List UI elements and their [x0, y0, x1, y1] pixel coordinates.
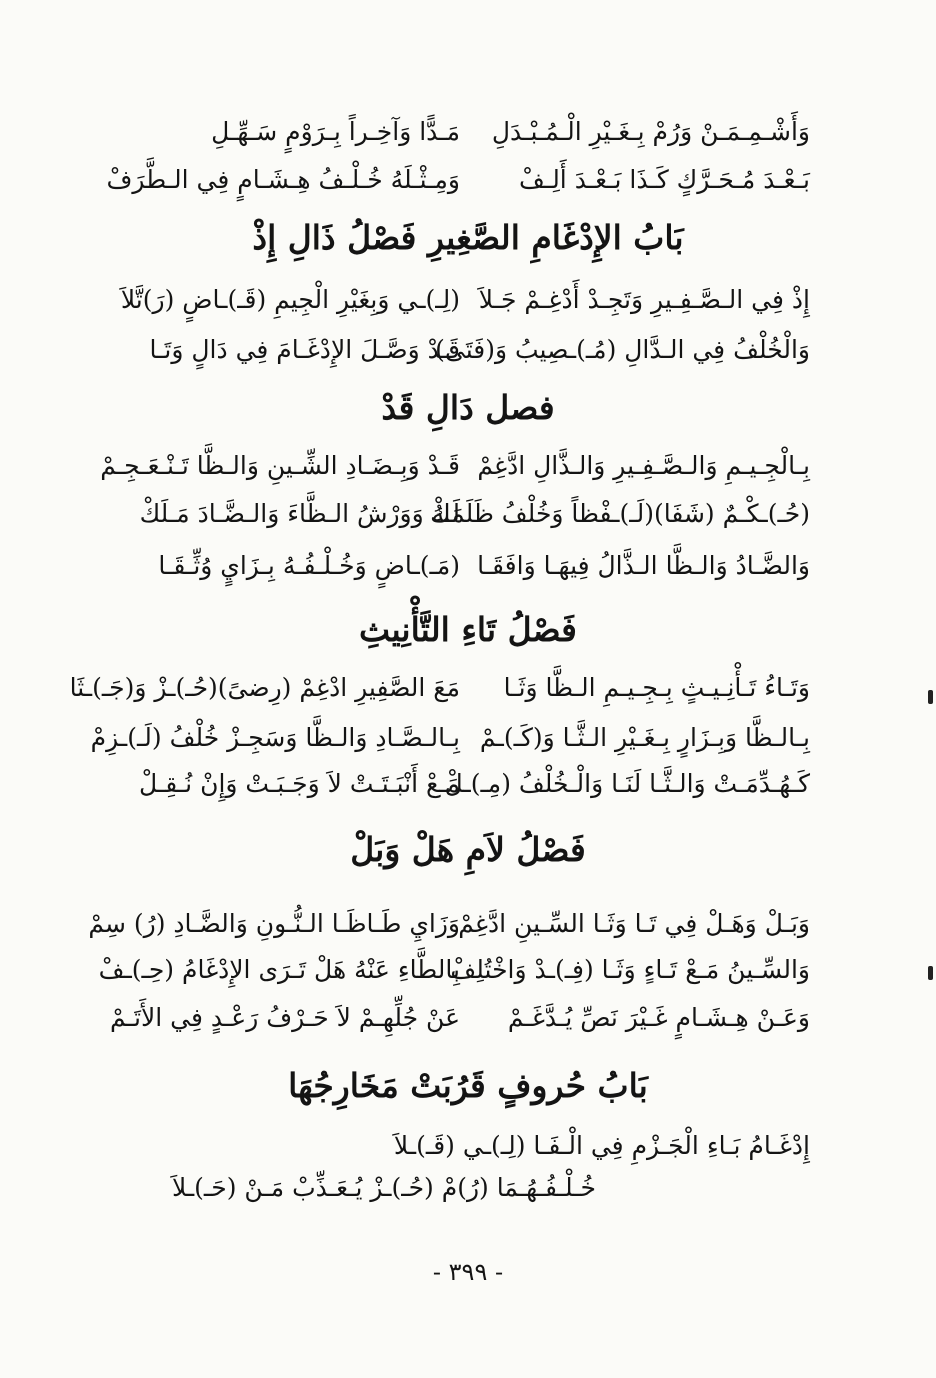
verse-right: وَالْخُلْفُ فِي الـدَّالِ (مُـ)ـصِيبُ وَ(فَتَى): [435, 335, 810, 364]
verse-left: (مَـ)ـاضٍ وَخُـلْـفُـهُ بِـزَايٍ وُثِّـقَـا: [158, 551, 460, 580]
verse-right: (حُـ)ـكْـمٌ (شَفَا)(لَـ)ـفْظاً وَخُلْفُ ظَلَمَكْ: [430, 499, 810, 528]
page-number: - ٣٩٩ -: [432, 1258, 504, 1286]
verse-left: (لِـ)ـي وَبِغَيْرِ الْجِيمِ (قَـ)ـاضٍ (رَ)تَّلاَ: [120, 285, 460, 314]
verse-left: مَـدًّا وَآخِـراً بِـرَوْمٍ سَـهِّـلِ: [211, 117, 460, 146]
verse-left: قَـدْ وَبِـضَـادِ الشِّـينِ وَالـظَّا تَـنْـعَـجِـمْ: [100, 451, 460, 480]
verse-right: وَأَشْـمِـمَـنْ وَرُمْ بِـغَـيْرِ الْـمُـبْـدَلِ: [491, 117, 810, 146]
verse-line: خُـلْـفُـهُـمَا (رُ)مْ (حُـ)ـزْ يُـعَـذِّبْ مَـنْ (حَـ)ـلاَ: [171, 1173, 596, 1202]
verse-line: إِدْغَـامُ بَـاءِ الْجَـزْمِ فِي الْـفَـا (لِـ)ـي (قَـ)ـلاَ: [393, 1131, 810, 1160]
verse-left: وَمِـثْـلَهُ خُـلْـفُ هِـشَـامٍ فِي الـطَّرَفْ: [106, 165, 460, 194]
verse-right: كَـهُـدِّمَـتْ وَالـثَّـا لَنَـا وَالْـخُلْفُ (مِـ)ـلْ: [444, 769, 810, 798]
section-title: فَصْلُ تَاءِ التَّأْنِيثِ: [359, 610, 577, 649]
verse-right: وَبَـلْ وَهَـلْ فِي تَـا وَثَـا السِّـينِ ادَّغِمْ: [458, 909, 810, 938]
verse-left: وَزَايِ طَـاظَـا الـنُّـونِ وَالضَّـادِ (رُ) سِمْ: [88, 909, 460, 938]
verse-right: بِـالـظَّا وَبِـزَارٍ بِـغَـيْرِ الـثَّـا وَ(كَـ)ـمْ: [479, 723, 810, 752]
verse-left: قَـدْ وَصَّـلَ الإِدْغَـامَ فِي دَالٍ وَتَـا: [149, 335, 460, 364]
verse-left: مَـعْ أَنْبَـتَـتْ لاَ وَجَـبَـتْ وَإِنْ نُـقِـلْ: [138, 769, 460, 798]
section-title: بَابُ حُروفٍ قَرُبَتْ مَخَارِجُهَا: [288, 1066, 648, 1105]
verse-left: عَنْ جُلِّهِـمْ لاَ حَـرْفُ رَعْـدٍ فِي الأَتَـمْ: [110, 1003, 460, 1032]
verse-right: وَالضَّـادُ وَالـظَّا الـذَّالُ فِيهَـا وَافَقَـا: [477, 551, 810, 580]
scan-mark: [928, 966, 933, 980]
section-title: فَصْلُ لاَمِ هَلْ وَبَلْ: [350, 830, 586, 869]
verse-left: مَعَ الصَّفِيرِ ادْغِمْ (رِضىً)(حُـ)ـزْ وَ(جَـ)ـثَا: [69, 673, 460, 702]
verse-left: لَـهُ وَوَرْشُ الـظَّاءَ وَالـضَّـادَ مَـلَكْ: [139, 499, 460, 528]
verse-right: وَالسِّـينُ مَـعْ تَـاءٍ وَثَـا (فِـ)ـدْ وَاخْتُلِفْ: [450, 955, 810, 984]
section-title: فصل دَالِ قَدْ: [381, 388, 555, 427]
verse-right: إِذْ فِي الـصَّـفِـيرِ وَتَجِـدْ أَدْغِـمْ جَـلاَ: [478, 285, 810, 314]
verse-left: بِـالـصَّـادِ وَالـظَّا وَسَجِـزْ خُلْفُ (لَـ)ـزِمْ: [90, 723, 460, 752]
verse-right: وَعَـنْ هِـشَـامٍ غَـيْرَ نَصِّ يُـدَّغَـمْ: [507, 1003, 810, 1032]
section-title: بَابُ الإِدْغَامِ الصَّغِيرِ فَصْلُ ذَالِ إِذْ: [252, 218, 684, 257]
verse-right: بَـعْـدَ مُـحَـرَّكٍ كَـذَا بَـعْـدَ أَلِـفْ: [518, 165, 810, 194]
scan-mark: [928, 690, 933, 704]
verse-right: بِـالْجِـيـمِ وَالـصَّـفِـيرِ وَالـذَّالِ ادَّغِمْ: [477, 451, 810, 480]
verse-right: وَتَـاءُ تَـأْنِـيـثٍ بِـجِـيـمِ الـظَّا وَثَـا: [503, 673, 810, 702]
verse-left: بِالطَّاءِ عَنْهُ هَلْ تَـرَى الإِدْغَامُ (حِـ)ـفْ: [98, 955, 460, 984]
